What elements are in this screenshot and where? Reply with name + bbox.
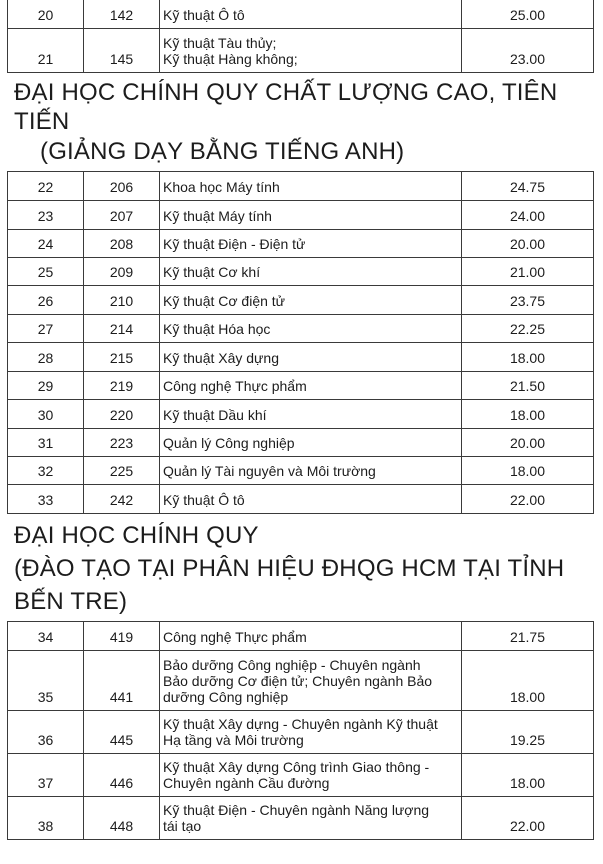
program-name-line: Kỹ thuật Hóa học (163, 321, 271, 337)
row-number: 28 (8, 343, 84, 372)
program-name (160, 429, 462, 457)
admission-score: 18.00 (462, 651, 594, 711)
row-number: 25 (8, 258, 84, 286)
admission-score: 20.00 (462, 230, 594, 258)
row-number: 30 (8, 400, 84, 429)
program-name-line: Hạ tầng và Môi trường (163, 732, 304, 748)
program-code: 441 (84, 651, 160, 711)
table-row (8, 0, 594, 29)
row-number: 34 (8, 622, 84, 651)
program-name-line: Kỹ thuật Cơ khí (163, 264, 261, 280)
row-number: 33 (8, 485, 84, 514)
program-code: 206 (84, 172, 160, 201)
admission-score: 24.00 (462, 201, 594, 230)
table-row (8, 485, 594, 514)
table-row (8, 230, 594, 258)
program-code: 225 (84, 457, 160, 485)
program-name (160, 230, 462, 258)
program-name (160, 201, 462, 230)
table-row (8, 172, 594, 201)
program-name (160, 315, 462, 343)
program-name (160, 172, 462, 201)
row-number: 22 (8, 172, 84, 201)
program-name-line: Kỹ thuật Xây dựng Công trình Giao thông - (163, 759, 430, 775)
program-name-line: Kỹ thuật Ô tô (163, 7, 245, 23)
program-name-line: Bảo dưỡng Công nghiệp - Chuyên ngành (163, 657, 421, 673)
admission-score: 21.00 (462, 258, 594, 286)
admission-score: 22.25 (462, 315, 594, 343)
program-code: 142 (84, 0, 160, 29)
program-name-line: Kỹ thuật Hàng không; (163, 51, 298, 67)
program-name-line: Quản lý Công nghiệp (163, 435, 295, 451)
section-heading-line: ĐẠI HỌC CHÍNH QUY CHẤT LƯỢNG CAO, TIÊN (14, 79, 558, 106)
program-name (160, 343, 462, 372)
table-row (8, 429, 594, 457)
score-table (7, 171, 594, 514)
program-name-line: Công nghệ Thực phẩm (163, 378, 307, 394)
program-code: 145 (84, 29, 160, 73)
admission-score: 18.00 (462, 754, 594, 797)
table-row (8, 343, 594, 372)
admission-score: 21.75 (462, 622, 594, 651)
score-table (7, 621, 594, 840)
program-name-line: Bảo dưỡng Cơ điện tử; Chuyên ngành Bảo (163, 673, 433, 689)
admission-score: 22.00 (462, 797, 594, 840)
table-row (8, 651, 594, 711)
program-code: 215 (84, 343, 160, 372)
program-code: 219 (84, 372, 160, 400)
admission-score: 24.75 (462, 172, 594, 201)
row-number: 36 (8, 711, 84, 754)
program-name (160, 29, 462, 73)
program-name-line: Quản lý Tài nguyên và Môi trường (163, 463, 376, 479)
table-row (8, 258, 594, 286)
program-name-line: Kỹ thuật Xây dựng - Chuyên ngành Kỹ thuật (163, 716, 438, 732)
table-row (8, 29, 594, 73)
admission-score: 19.25 (462, 711, 594, 754)
row-number: 26 (8, 286, 84, 315)
section-heading-line: ĐẠI HỌC CHÍNH QUY (14, 522, 259, 549)
row-number: 35 (8, 651, 84, 711)
program-name (160, 286, 462, 315)
row-number: 37 (8, 754, 84, 797)
table-row (8, 315, 594, 343)
admission-score: 23.75 (462, 286, 594, 315)
program-name (160, 651, 462, 711)
table-row (8, 711, 594, 754)
program-name-line: Kỹ thuật Máy tính (163, 208, 272, 224)
table-row (8, 400, 594, 429)
program-name-line: Chuyên ngành Cầu đường (163, 775, 330, 791)
program-name-line: Khoa học Máy tính (163, 179, 280, 195)
program-code: 446 (84, 754, 160, 797)
row-number: 31 (8, 429, 84, 457)
program-name (160, 754, 462, 797)
program-name (160, 258, 462, 286)
program-name (160, 372, 462, 400)
program-code: 208 (84, 230, 160, 258)
admission-score: 20.00 (462, 429, 594, 457)
admission-score: 25.00 (462, 0, 594, 29)
program-name-line: Kỹ thuật Điện - Chuyên ngành Năng lượng (163, 802, 430, 818)
program-name-line: Công nghệ Thực phẩm (163, 629, 307, 645)
admission-score: 18.00 (462, 400, 594, 429)
section-heading (0, 78, 603, 167)
table-row (8, 372, 594, 400)
program-name-line: Kỹ thuật Tàu thủy; (163, 35, 277, 51)
admission-score: 22.00 (462, 485, 594, 514)
program-code: 210 (84, 286, 160, 315)
program-code: 448 (84, 797, 160, 840)
table-row (8, 201, 594, 230)
table-row (8, 797, 594, 840)
section-heading-line: BẾN TRE) (14, 588, 128, 615)
program-name-line: Kỹ thuật Dầu khí (163, 407, 267, 423)
program-name-line: Kỹ thuật Ô tô (163, 492, 245, 508)
section-heading-line: (GIẢNG DẠY BẰNG TIẾNG ANH) (40, 138, 405, 165)
row-number: 23 (8, 201, 84, 230)
row-number: 21 (8, 29, 84, 73)
admission-score: 21.50 (462, 372, 594, 400)
program-code: 209 (84, 258, 160, 286)
admission-score: 18.00 (462, 457, 594, 485)
row-number: 29 (8, 372, 84, 400)
program-name (160, 485, 462, 514)
program-code: 419 (84, 622, 160, 651)
section-heading (0, 519, 603, 618)
section-heading-line: TIẾN (14, 108, 70, 135)
program-name (160, 797, 462, 840)
table-row (8, 754, 594, 797)
program-code: 445 (84, 711, 160, 754)
section-heading-line: (ĐÀO TẠO TẠI PHÂN HIỆU ĐHQG HCM TẠI TỈNH (14, 555, 565, 582)
table-row (8, 622, 594, 651)
program-name (160, 711, 462, 754)
admission-score: 23.00 (462, 29, 594, 73)
admission-score: 18.00 (462, 343, 594, 372)
table-row (8, 457, 594, 485)
program-code: 220 (84, 400, 160, 429)
program-code: 207 (84, 201, 160, 230)
table-row (8, 286, 594, 315)
program-name-line: tái tạo (163, 818, 202, 834)
program-name (160, 457, 462, 485)
row-number: 27 (8, 315, 84, 343)
row-number: 20 (8, 0, 84, 29)
program-name-line: Kỹ thuật Điện - Điện tử (163, 236, 306, 252)
row-number: 32 (8, 457, 84, 485)
score-table (7, 0, 594, 73)
program-code: 223 (84, 429, 160, 457)
program-name (160, 622, 462, 651)
row-number: 24 (8, 230, 84, 258)
program-name (160, 0, 462, 29)
program-code: 242 (84, 485, 160, 514)
row-number: 38 (8, 797, 84, 840)
program-name (160, 400, 462, 429)
program-name-line: dưỡng Công nghiệp (163, 689, 289, 705)
program-name-line: Kỹ thuật Xây dựng (163, 350, 279, 366)
program-name-line: Kỹ thuật Cơ điện tử (163, 293, 286, 309)
program-code: 214 (84, 315, 160, 343)
